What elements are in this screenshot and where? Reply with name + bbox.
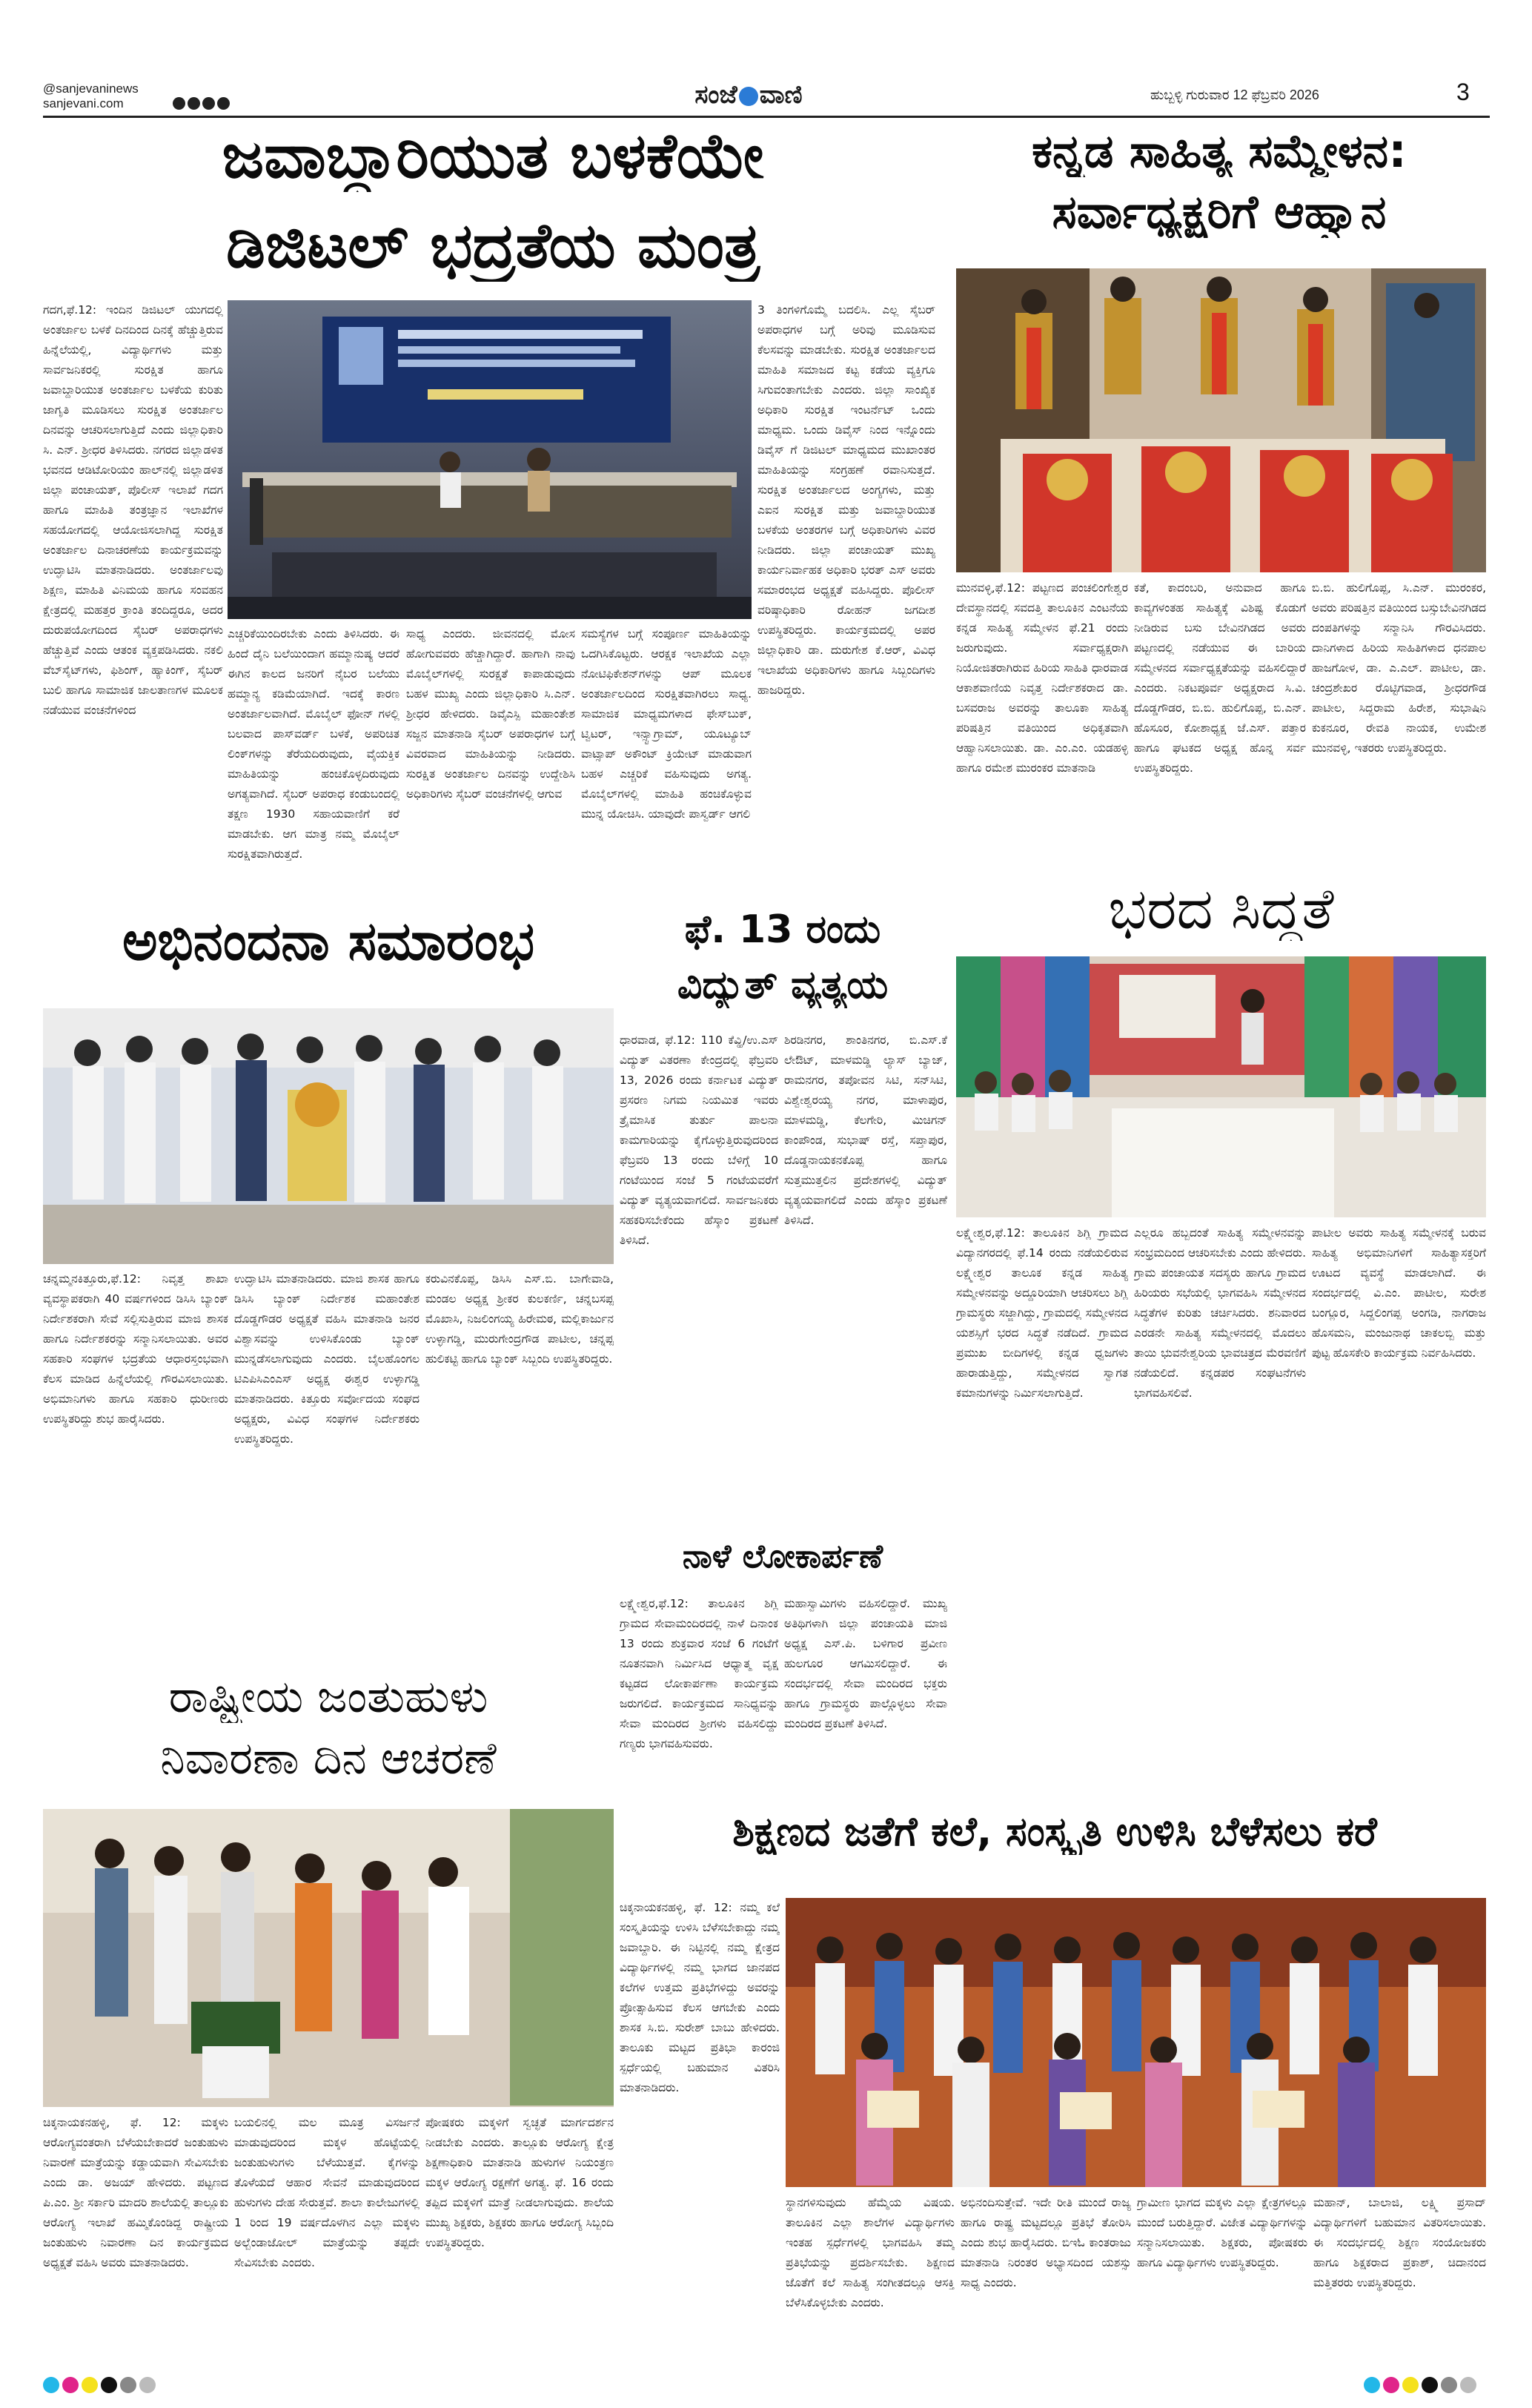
vidyut-col-2: ಶಿರಡಿನಗರ, ಶಾಂತಿನಗರ, ಬಿ.ಎಸ್.ಕೆ ಲೇಔಟ್, ಮಾಳಮಡ್ಡಿ ಲ್ಯಾಸ್ ಬ್ಯಾಜ್, ರಾಮನಗರ, ತಪೋವನ ಸಿಟಿ, ಸನ್‌ಸಿಟಿ, ವಿಶ್ವೇಶ್ವರಯ್ಯ ನಗರ, ಮಾಳಾಪುರ, ಮಾಳಮಡ್ಡಿ, ಕೆಲಗೇರಿ, ಮಿಚಿಗನ್ ಕಾಂಪೌಂಡ, ಸುಭಾಷ್ ರಸ್ತೆ, ಸಪ್ತಾಪುರ, ದೊಡ್ಡನಾಯಕನಕೊಪ್ಪ ಹಾಗೂ ಸುತ್ತಮುತ್ತಲಿನ ಪ್ರದೇಶಗಳಲ್ಲಿ ವಿದ್ಯುತ್ ವ್ಯತ್ಯಯವಾಗಲಿದೆ ಎಂದು ಹೆಸ್ಕಾಂ ಪ್ರಕಟಣೆ ತಿಳಿಸಿದೆ. <box>784 1033 947 1227</box>
shikshana-col-2: ಸ್ಥಾನಗಳಿಸುವುದು ಹೆಮ್ಮೆಯ ವಿಷಯ. ತಾಲೂಕಿನ ಎಲ್ಲಾ ಶಾಲೆಗಳ ವಿದ್ಯಾರ್ಥಿಗಳು ಇಂತಹ ಸ್ಪರ್ಧೆಗಳಲ್ಲಿ ಭಾಗವಹಿಸಿ ತಮ್ಮ ಪ್ರತಿಭೆಯನ್ನು ಪ್ರದರ್ಶಿಸಬೇಕು. ಶಿಕ್ಷಣದ ಜೊತೆಗೆ ಕಲೆ ಸಾಹಿತ್ಯ ಸಂಗೀತದಲ್ಲೂ ಆಸಕ್ತಿ ಬೆಳೆಸಿಕೊಳ್ಳಬೇಕು ಎಂದರು. <box>786 2196 955 2309</box>
black-swatch <box>101 2377 117 2393</box>
yellow-swatch <box>1402 2377 1419 2393</box>
sahitya-col-3: ಬಿ.ಬಿ. ಹುಲಿಗೊಪ್ಪ, ಸಿ.ಎನ್. ಮುರಂಕರ, ಅವರು ಪರಿಷತ್ತಿನ ವತಿಯಿಂದ ಬಸ್ಸುಬೇವಿನಗಿಡದ ದಂಪತಿಗಳನ್ನು ಸನ್ಮಾನಿಸಿ ಗೌರವಿಸಿದರು. ದಾನಿಗಳಾದ ಹಿರಿಯ ಸಾಹಿತಿಗಳಾದ ಧನಪಾಲ ಹಾಜಗೋಳ, ಡಾ. ಎ.ಎಲ್. ಪಾಟೀಲ, ಡಾ. ಚಂದ್ರಶೇಖರ ರೊಟ್ಟಿಗವಾಡ, ಶ್ರೀಧರಗೌಡ ಪಾಟೀಲ, ಸಿದ್ದರಾಮ ಹಿರೇಶ, ಸುಭಾಷಿನಿ ಕುಕನೂರ, ರೇವತಿ ನಾಯಕ, ಉಮೇಶ ಮುನವಳ್ಳಿ, ಇತರರು ಉಪಸ್ಥಿತರಿದ್ದರು. <box>1312 581 1486 755</box>
lokarpane-col-1: ಲಕ್ಷ್ಮೇಶ್ವರ,ಫೆ.12: ತಾಲೂಕಿನ ಶಿಗ್ಲಿ ಗ್ರಾಮದ ಸೇವಾಮಂದಿರದಲ್ಲಿ ನಾಳೆ ದಿನಾಂಕ 13 ರಂದು ಶುಕ್ರವಾರ ಸಂಜೆ 6 ಗಂಟೆಗೆ ನೂತನವಾಗಿ ನಿರ್ಮಿಸಿದ ಆಧ್ಯಾತ್ಮ ವೃಕ್ಷ ಕಟ್ಟಡದ ಲೋಕಾರ್ಪಣಾ ಕಾರ್ಯಕ್ರಮ ಜರುಗಲಿದೆ. ಕಾರ್ಯಕ್ರಮದ ಸಾನಿಧ್ಯವನ್ನು ಸೇವಾ ಮಂದಿರದ ಶ್ರೀಗಳು ವಹಿಸಲಿದ್ದು ಗಣ್ಯರು ಭಾಗವಹಿಸುವರು. <box>620 1597 778 1750</box>
jantuhulu-col-3: ಪೋಷಕರು ಮಕ್ಕಳಿಗೆ ಸ್ವಚ್ಛತೆ ಮಾರ್ಗದರ್ಶನ ನೀಡಬೇಕು ಎಂದರು. ತಾಲ್ಲೂಕು ಆರೋಗ್ಯ ಕ್ಷೇತ್ರ ಶಿಕ್ಷಣಾಧಿಕಾರಿ ಮಾತನಾಡಿ ಹುಳುಗಳ ನಿಯಂತ್ರಣ ಮಕ್ಕಳ ಆರೋಗ್ಯ ರಕ್ಷಣೆಗೆ ಅಗತ್ಯ. ಫೆ. 16 ರಂದು ತಪ್ಪಿದ ಮಕ್ಕಳಿಗೆ ಮಾತ್ರೆ ನೀಡಲಾಗುವುದು. ಶಾಲೆಯ ಮುಖ್ಯ ಶಿಕ್ಷಕರು, ಶಿಕ್ಷಕರು ಹಾಗೂ ಆರೋಗ್ಯ ಸಿಬ್ಬಂದಿ ಉಪಸ್ಥಿತರಿದ್ದರು. <box>425 2116 614 2249</box>
shikshana-col-3: ಅಭಿನಂದಿಸುತ್ತೇವೆ. ಇದೇ ರೀತಿ ಮುಂದೆ ರಾಜ್ಯ ಹಾಗೂ ರಾಷ್ಟ್ರ ಮಟ್ಟದಲ್ಲೂ ಪ್ರತಿಭೆ ತೋರಿಸಿ ಎಂದು ಶುಭ ಹಾರೈಸಿದರು. ಬಿಇಓ ಕಾಂತರಾಜು ಮಾತನಾಡಿ ನಿರಂತರ ಅಭ್ಯಾಸದಿಂದ ಯಶಸ್ಸು ಸಾಧ್ಯ ಎಂದರು. <box>961 2196 1131 2289</box>
youtube-icon[interactable] <box>217 97 230 110</box>
digital-col-2: ಎಚ್ಚರಿಕೆಯಿಂದಿರಬೇಕು ಎಂದು ತಿಳಿಸಿದರು. ಈ ಹಿಂದೆ ದೈನಿ ಬಲೆಯಿಂದಾಗ ಹಮ್ಮಾನುಷ್ಯ ಆದರೆ ಈಗಿನ ಕಾಲದ ಜನರಿಗೆ ನೈಬರ ಬಲೆಯು ಹಮ್ಮಾನ್ಯ ಕಡಿಮೆಯಾಗಿದೆ. ಇದಕ್ಕೆ ಕಾರಣ ಅಂತರ್ಜಾಲವಾಗಿದೆ. ಮೊಬೈಲ್ ಫೋನ್ ಗಳಲ್ಲಿ ಬಲವಾದ ಪಾಸ್‌ವರ್ಡ್ ಬಳಕೆ, ಅಪರಿಚಿತ ಲಿಂಕ್‌ಗಳನ್ನು ತೆರೆಯದಿರುವುದು, ವೈಯಕ್ತಿಕ ಮಾಹಿತಿಯನ್ನು ಹಂಚಿಕೊಳ್ಳದಿರುವುದು ಅಗತ್ಯವಾಗಿದೆ. ಸೈಬರ್ ಅಪರಾಧ ಕಂಡುಬಂದಲ್ಲಿ ತಕ್ಷಣ 1930 ಸಹಾಯವಾಣಿಗೆ ಕರೆ ಮಾಡಬೇಕು. ಆಗ ಮಾತ್ರ ನಮ್ಮ ಮೊಬೈಲ್ ಸುರಕ್ಷಿತವಾಗಿರುತ್ತದೆ. <box>228 627 399 861</box>
digital-col-5: 3 ತಿಂಗಳಿಗೊಮ್ಮೆ ಬದಲಿಸಿ. ಎಲ್ಲ ಸೈಬರ್ ಅಪರಾಧಗಳ ಬಗ್ಗೆ ಅರಿವು ಮೂಡಿಸುವ ಕೆಲಸವನ್ನು ಮಾಡಬೇಕು. ಸುರಕ್ಷಿತ ಅಂತರ್ಜಾಲದ ಮಾಹಿತಿ ಸಮಾಜದ ಕಟ್ಟ ಕಡೆಯ ವ್ಯಕ್ತಿಗೂ ಸಿಗುವಂತಾಗಬೇಕು ಎಂದರು. ಜಿಲ್ಲಾ ಸಾಂಖ್ಯಿಕ ಅಧಿಕಾರಿ ಸುರಕ್ಷಿತ ಇಂಟರ್ನೆಟ್ ಒಂದು ಮಾಧ್ಯಮ. ಒಂದು ಡಿವೈಸ್ ನಿಂದ ಇನ್ನೊಂದು ಡಿವೈಸ್ ಗೆ ಡಿಜಿಟಲ್ ಮಾಧ್ಯಮದ ಮುಖಾಂತರ ಮಾಹಿತಿಯನ್ನು ಸಂಗ್ರಹಣೆ ರವಾನಿಸುತ್ತದೆ. ಸುರಕ್ಷಿತ ಅಂತರ್ಜಾಲದ ಅಂಗ್ಯಗಳು, ಮತ್ತು ಎಐನ ಸುರಕ್ಷಿತ ಮತ್ತು ಜವಾಬ್ದಾರಿಯುತ ಬಳಕೆಯ ಅಂತರಗಳ ಬಗ್ಗೆ ಅಧಿಕಾರಿಗಳು ವಿವರ ನೀಡಿದರು. ಜಿಲ್ಲಾ ಪಂಚಾಯತ್ ಮುಖ್ಯ ಕಾರ್ಯನಿರ್ವಾಹಕ ಅಧಿಕಾರಿ ಭರತ್ ಎಸ್ ಅವರು ಸಮಾರಂಭದ ಅಧ್ಯಕ್ಷತೆ ವಹಿಸಿದ್ದರು. ಪೊಲೀಸ್ ವರಿಷ್ಠಾಧಿಕಾರಿ ರೋಹನ್ ಜಗದೀಶ ಉಪಸ್ಥಿತರಿದ್ದರು. ಕಾರ್ಯಕ್ರಮದಲ್ಲಿ ಅಪರ ಜಿಲ್ಲಾಧಿಕಾರಿ ಡಾ. ದುರುಗೇಶ ಕೆ.ಆರ್, ವಿವಿಧ ಇಲಾಖೆಯ ಅಧಿಕಾರಿಗಳು ಹಾಗೂ ಸಿಬ್ಬಂದಿಗಳು ಹಾಜರಿದ್ದರು. <box>757 303 935 697</box>
magenta-swatch <box>1383 2377 1399 2393</box>
facebook-icon[interactable] <box>173 97 185 110</box>
abhinandana-headline: ಅಭಿನಂದನಾ ಸಮಾರಂಭ <box>122 910 535 972</box>
twitter-icon[interactable] <box>188 97 200 110</box>
digital-col-3: ಸಾಧ್ಯ ಎಂದರು. ಜೀವನದಲ್ಲಿ ಮೋಸ ಹೋಗುವವರು ಹೆಚ್ಚಾಗಿದ್ದಾರೆ. ಹಾಗಾಗಿ ನಾವು ಮೊಬೈಲ್‌ಗಳಲ್ಲಿ ಸುರಕ್ಷತೆ ಕಾಪಾಡುವುದು ಬಹಳ ಮುಖ್ಯ ಎಂದು ಜಿಲ್ಲಾಧಿಕಾರಿ ಸಿ.ಎನ್. ಶ್ರೀಧರ ಹೇಳಿದರು. ಡಿವೈಎಸ್ಪಿ ಮಹಾಂತೇಶ ಸಜ್ಜನ ಮಾತನಾಡಿ ಸೈಬರ್ ಅಪರಾಧಗಳ ಬಗ್ಗೆ ವಿವರವಾದ ಮಾಹಿತಿಯನ್ನು ನೀಡಿದರು. ಸುರಕ್ಷಿತ ಅಂತರ್ಜಾಲ ದಿನವನ್ನು ಉದ್ದೇಶಿಸಿ ಅಧಿಕಾರಿಗಳು ಸೈಬರ್ ವಂಚನೆಗಳಲ್ಲಿ ಆಗುವ <box>406 627 575 801</box>
abhinandana-col-3: ಕರುವಿನಕೊಪ್ಪ, ಡಿಸಿಸಿ ಎಸ್.ಬಿ. ಬಾಗೇವಾಡಿ, ಮಂಡಲ ಅಧ್ಯಕ್ಷ ಶ್ರೀಕರ ಕುಲಕರ್ಣಿ, ಚನ್ನಬಸಪ್ಪ ಮೊಖಾಸಿ, ನಿಜಲಿಂಗಯ್ಯ ಹಿರೇಮಠ, ಮಲ್ಲಿಕಾರ್ಜುನ ಉಳ್ಳಾಗಡ್ಡಿ, ಮುರುಗೇಂದ್ರಗೌಡ ಪಾಟೀಲ, ಚನ್ನಪ್ಪ ಹುಲಿಕಟ್ಟಿ ಹಾಗೂ ಬ್ಯಾಂಕ್ ಸಿಬ್ಬಂದಿ ಉಪಸ್ಥಿತರಿದ್ದರು. <box>425 1272 614 1366</box>
lokarpane-headline: ನಾಳೆ ಲೋಕಾರ್ಪಣೆ <box>682 1538 883 1575</box>
bharada-col-2: ಎಲ್ಲರೂ ಹಬ್ಬದಂತೆ ಸಾಹಿತ್ಯ ಸಮ್ಮೇಳನವನ್ನು ಸಂಭ್ರಮದಿಂದ ಆಚರಿಸಬೇಕು ಎಂದು ಹೇಳಿದರು. ಗ್ರಾಮ ಪಂಚಾಯತ ಸದಸ್ಯರು ಹಾಗೂ ಗ್ರಾಮದ ಹಿರಿಯರು ಸಭೆಯಲ್ಲಿ ಭಾಗವಹಿಸಿ ಸಮ್ಮೇಳನದ ಸಿದ್ಧತೆಗಳ ಕುರಿತು ಚರ್ಚಿಸಿದರು. ಶನಿವಾರದ ಎರಡನೇ ಸಾಹಿತ್ಯ ಸಮ್ಮೇಳನದಲ್ಲಿ ಮೊದಲು ತಾಯಿ ಭುವನೇಶ್ವರಿಯ ಭಾವಚಿತ್ರದ ಮೆರವಣಿಗೆ ನಡೆಯಲಿದೆ. ಕನ್ನಡಪರ ಸಂಘಟನೆಗಳು ಭಾಗವಹಿಸಲಿವೆ. <box>1134 1226 1306 1400</box>
masthead-left: ಸಂಜೆ <box>694 80 737 110</box>
registration-marks-right <box>1364 2377 1479 2396</box>
yellow-swatch <box>82 2377 98 2393</box>
registration-marks-left <box>43 2377 159 2396</box>
header-rule <box>43 116 1490 118</box>
website-url[interactable]: sanjevani.com <box>43 96 124 110</box>
digital-headline-1: ಜವಾಬ್ದಾರಿಯುತ ಬಳಕೆಯೇ <box>222 120 764 192</box>
deworming-event-illustration <box>43 1809 614 2107</box>
grey-swatch <box>139 2377 156 2393</box>
cyan-swatch <box>43 2377 59 2393</box>
shikshana-headline: ಶಿಕ್ಷಣದ ಜತೆಗೆ ಕಲೆ, ಸಂಸ್ಕೃತಿ ಉಳಿಸಿ ಬೆಳೆಸಲು ಕರೆ <box>732 1809 1377 1855</box>
shikshana-col-1: ಚಿಕ್ಕನಾಯಕನಹಳ್ಳಿ, ಫೆ. 12: ನಮ್ಮ ಕಲೆ ಸಂಸ್ಕೃತಿಯನ್ನು ಉಳಿಸಿ ಬೆಳೆಸಬೇಕಾದ್ದು ನಮ್ಮ ಜವಾಬ್ದಾರಿ. ಈ ನಿಟ್ಟಿನಲ್ಲಿ ನಮ್ಮ ಕ್ಷೇತ್ರದ ವಿದ್ಯಾರ್ಥಿಗಳಲ್ಲಿ ನಮ್ಮ ಭಾಗದ ಜಾನಪದ ಕಲೆಗಳ ಉತ್ತಮ ಪ್ರತಿಭೆಗಳಿದ್ದು ಅವರನ್ನು ಪ್ರೋತ್ಸಾಹಿಸುವ ಕೆಲಸ ಆಗಬೇಕು ಎಂದು ಶಾಸಕ ಸಿ.ಬಿ. ಸುರೇಶ್ ಬಾಬು ಹೇಳಿದರು. ತಾಲೂಕು ಮಟ್ಟದ ಪ್ರತಿಭಾ ಕಾರಂಜಿ ಸ್ಪರ್ಧೆಯಲ್ಲಿ ಬಹುಮಾನ ವಿತರಿಸಿ ಮಾತನಾಡಿದರು. <box>620 1901 780 2094</box>
sahitya-headline-2: ಸರ್ವಾಧ್ಯಕ್ಷರಿಗೆ ಆಹ್ವಾನ <box>1052 185 1387 239</box>
bharada-headline: ಭರದ ಸಿದ್ಧತೆ <box>1108 876 1334 942</box>
abhinandana-col-2: ಉದ್ಘಾಟಿಸಿ ಮಾತನಾಡಿದರು. ಮಾಜಿ ಶಾಸಕ ಹಾಗೂ ಡಿಸಿಸಿ ಬ್ಯಾಂಕ್ ನಿರ್ದೇಶಕ ಮಹಾಂತೇಶ ದೊಡ್ಡಗೌಡರ ಅಧ್ಯಕ್ಷತೆ ವಹಿಸಿ ಮಾತನಾಡಿ ಜನರ ವಿಶ್ವಾಸವನ್ನು ಉಳಿಸಿಕೊಂಡು ಬ್ಯಾಂಕ್ ಮುನ್ನಡೆಸಲಾಗುವುದು ಎಂದರು. ಬೈಲಹೊಂಗಲ ಟಿಎಪಿಸಿಎಂಎಸ್ ಅಧ್ಯಕ್ಷ ಈಶ್ವರ ಉಳ್ಳಾಗಡ್ಡಿ ಮಾತನಾಡಿದರು. ಕಿತ್ತೂರು ಸರ್ವೋದಯ ಸಂಘದ ಅಧ್ಯಕ್ಷರು, ವಿವಿಧ ಸಂಘಗಳ ನಿರ್ದೇಶಕರು ಉಪಸ್ಥಿತರಿದ್ದರು. <box>234 1272 420 1446</box>
twitter-handle: @sanjevaninews <box>43 82 139 96</box>
shikshana-col-4: ಗ್ರಾಮೀಣ ಭಾಗದ ಮಕ್ಕಳು ಎಲ್ಲಾ ಕ್ಷೇತ್ರಗಳಲ್ಲೂ ಮುಂದೆ ಬರುತ್ತಿದ್ದಾರೆ. ವಿಜೇತ ವಿದ್ಯಾರ್ಥಿಗಳನ್ನು ಸನ್ಮಾನಿಸಲಾಯಿತು. ಶಿಕ್ಷಕರು, ಪೋಷಕರು ಹಾಗೂ ವಿದ್ಯಾರ್ಥಿಗಳು ಉಪಸ್ಥಿತರಿದ್ದರು. <box>1137 2196 1307 2269</box>
jantuhulu-headline-1: ರಾಷ್ಟ್ರೀಯ ಜಂತುಹುಳು <box>168 1672 488 1723</box>
jantuhulu-photo <box>43 1809 614 2107</box>
magenta-swatch <box>62 2377 79 2393</box>
digital-col-4: ಸಮಸ್ಯೆಗಳ ಬಗ್ಗೆ ಸಂಪೂರ್ಣ ಮಾಹಿತಿಯನ್ನು ಒದಗಿಸಿಕೊಟ್ಟರು. ಆರಕ್ಷಕ ಇಲಾಖೆಯ ಎಲ್ಲಾ ನೋಟಿಫಿಕೇಶನ್‌ಗಳನ್ನು ಆಪ್ ಮೂಲಕ ಅಂತರ್ಜಾಲದಿಂದ ಸುರಕ್ಷಿತವಾಗಿರಲು ಸಾಧ್ಯ. ಸಾಮಾಜಿಕ ಮಾಧ್ಯಮಗಳಾದ ಫೇಸ್‌ಬುಕ್, ಟ್ವಿಟರ್, ಇನ್ಸ್ಟಾಗ್ರಾಮ್, ಯೂಟ್ಯೂಬ್ ವಾಟ್ಸಾಪ್ ಅಕೌಂಟ್ ಕ್ರಿಯೇಟ್ ಮಾಡುವಾಗ ಬಹಳ ಎಚ್ಚರಿಕೆ ವಹಿಸುವುದು ಅಗತ್ಯ. ಮೊಬೈಲ್‌ಗಳಲ್ಲಿ ಮಾಹಿತಿ ಹಂಚಿಕೊಳ್ಳುವ ಮುನ್ನ ಯೋಚಿಸಿ. ಯಾವುದೇ ಪಾಸ್ವರ್ಡ್ ಆಗಲಿ <box>581 627 752 821</box>
sahitya-col-2: ಕತೆ, ಕಾದಂಬರಿ, ಅನುವಾದ ಹಾಗೂ ಕಾವ್ಯಗಳಂತಹ ಸಾಹಿತ್ಯಕ್ಕೆ ವಿಶಿಷ್ಟ ಕೊಡುಗೆ ನೀಡಿರುವ ಬಸು ಬೇವಿನಗಿಡದ ಅವರು ಪಟ್ಟಣದಲ್ಲಿ ನಡೆಯುವ ಈ ಬಾರಿಯ ಸಮ್ಮೇಳನದ ಸರ್ವಾಧ್ಯಕ್ಷತೆಯನ್ನು ವಹಿಸಲಿದ್ದಾರೆ ಎಂದರು. ನಿಕಟಪೂರ್ವ ಅಧ್ಯಕ್ಷರಾದ ಸಿ.ವಿ. ದೊಡ್ಡಗೌಡರ, ಬಿ.ಬಿ. ಹುಲಿಗೊಪ್ಪ, ಬಿ.ಎನ್. ಹೊಸೂರ, ಕೋಶಾಧ್ಯಕ್ಷ ಜೆ.ಎಸ್. ಪತ್ತಾರ ಹಾಗೂ ಘಟಕದ ಅಧ್ಯಕ್ಷ ಹೊನ್ನ ಸರ್ವ ಉಪಸ್ಥಿತರಿದ್ದರು. <box>1134 581 1306 775</box>
bharada-col-3: ಪಾಟೀಲ ಅವರು ಸಾಹಿತ್ಯ ಸಮ್ಮೇಳನಕ್ಕೆ ಬರುವ ಸಾಹಿತ್ಯ ಅಭಿಮಾನಿಗಳಿಗೆ ಸಾಹಿತ್ಯಾಸಕ್ತರಿಗೆ ಊಟದ ವ್ಯವಸ್ಥೆ ಮಾಡಲಾಗಿದೆ. ಈ ಸಂದರ್ಭದಲ್ಲಿ ವಿ.ಎಂ. ಪಾಟೀಲ, ಸುರೇಶ ಬಂಗ್ಲೂರ, ಸಿದ್ದಲಿಂಗಪ್ಪ ಅಂಗಡಿ, ನಾಗರಾಜ ಹೊಸಮನಿ, ಮಂಜುನಾಥ ಚಾಕಲಬ್ಬಿ ಮತ್ತು ಪುಟ್ಟ ಹೊಸಕೇರಿ ಕಾರ್ಯಕ್ರಮ ನಿರ್ವಹಿಸಿದರು. <box>1312 1226 1486 1360</box>
sahitya-photo <box>956 268 1486 572</box>
bharada-col-1: ಲಕ್ಷ್ಮೇಶ್ವರ,ಫೆ.12: ತಾಲೂಕಿನ ಶಿಗ್ಲಿ ಗ್ರಾಮದ ವಿದ್ಯಾನಗರದಲ್ಲಿ ಫೆ.14 ರಂದು ನಡೆಯಲಿರುವ ಲಕ್ಷ್ಮೇಶ್ವರ ತಾಲೂಕ ಕನ್ನಡ ಸಾಹಿತ್ಯ ಸಮ್ಮೇಳನವನ್ನು ಅದ್ದೂರಿಯಾಗಿ ಆಚರಿಸಲು ಶಿಗ್ಲಿ ಗ್ರಾಮಸ್ಥರು ಸಜ್ಜಾಗಿದ್ದು, ಗ್ರಾಮದಲ್ಲಿ ಸಮ್ಮೇಳನದ ಯಶಸ್ಸಿಗೆ ಭರದ ಸಿದ್ಧತೆ ನಡೆದಿದೆ. ಗ್ರಾಮದ ಪ್ರಮುಖ ಬೀದಿಗಳಲ್ಲಿ ಕನ್ನಡ ಧ್ವಜಗಳು ಹಾರಾಡುತ್ತಿದ್ದು, ಸಮ್ಮೇಳನದ ಸ್ವಾಗತ ಕಮಾನುಗಳನ್ನು ನಿರ್ಮಿಸಲಾಗುತ್ತಿದೆ. <box>956 1226 1128 1400</box>
vidyut-col-1: ಧಾರವಾಡ, ಫೆ.12: 110 ಕೆವ್ಹಿ/ಉ.ಎಸ್ ವಿದ್ಯುತ್ ವಿತರಣಾ ಕೇಂದ್ರದಲ್ಲಿ ಫೆಬ್ರವರಿ 13, 2026 ರಂದು ಕರ್ನಾಟಕ ವಿದ್ಯುತ್ ಪ್ರಸರಣ ನಿಗಮ ನಿಯಮಿತ ಇವರು ತ್ರೈಮಾಸಿಕ ತುರ್ತು ಪಾಲನಾ ಕಾಮಗಾರಿಯನ್ನು ಕೈಗೊಳ್ಳುತ್ತಿರುವುದರಿಂದ ಫೆಬ್ರವರಿ 13 ರಂದು ಬೆಳಿಗ್ಗೆ 10 ಗಂಟೆಯಿಂದ ಸಂಜೆ 5 ಗಂಟೆಯವರೆಗೆ ವಿದ್ಯುತ್ ವ್ಯತ್ಯಯವಾಗಲಿದೆ. ಸಾರ್ವಜನಿಕರು ಸಹಕರಿಸಬೇಕೆಂದು ಹೆಸ್ಕಾಂ ಪ್ರಕಟಣೆ ತಿಳಿಸಿದೆ. <box>620 1033 778 1247</box>
vidyut-headline-1: ಫೆ. 13 ರಂದು <box>684 908 881 952</box>
felicitation-stage-illustration <box>43 1008 614 1264</box>
black-swatch <box>1422 2377 1438 2393</box>
prize-distribution-illustration <box>786 1898 1486 2187</box>
masthead <box>586 80 912 110</box>
bharada-photo <box>956 956 1486 1217</box>
masthead-right: ವಾಣಿ <box>759 80 803 110</box>
cyan-swatch <box>1364 2377 1380 2393</box>
sahitya-col-1: ಮುನವಳ್ಳಿ,ಫೆ.12: ಪಟ್ಟಣದ ಪಂಚಲಿಂಗೇಶ್ವರ ದೇವಸ್ಥಾನದಲ್ಲಿ ಸವದತ್ತಿ ತಾಲೂಕಿನ ಎಂಟನೆಯ ಕನ್ನಡ ಸಾಹಿತ್ಯ ಸಮ್ಮೇಳನ ಫೆ.21 ರಂದು ಜರುಗುವುದು. ಸರ್ವಾಧ್ಯಕ್ಷರಾಗಿ ನಿಯೋಜಿತರಾಗಿರುವ ಹಿರಿಯ ಸಾಹಿತಿ ಧಾರವಾಡ ಆಕಾಶವಾಣಿಯ ನಿವೃತ್ತ ನಿರ್ದೇಶಕರಾದ ಡಾ. ಬಸವರಾಜ ಅವರನ್ನು ತಾಲೂಕಾ ಸಾಹಿತ್ಯ ಪರಿಷತ್ತಿನ ವತಿಯಿಂದ ಅಧಿಕೃತವಾಗಿ ಆಹ್ವಾನಿಸಲಾಯಿತು. ಡಾ. ಎಂ.ಎಂ. ಯಡಹಳ್ಳಿ ಹಾಗೂ ರಮೇಶ ಮುರಂಕರ ಮಾತನಾಡಿ <box>956 581 1128 775</box>
meeting-hall-illustration <box>956 956 1486 1217</box>
lokarpane-col-2: ಮಹಾಸ್ವಾಮಿಗಳು ವಹಿಸಲಿದ್ದಾರೆ. ಮುಖ್ಯ ಅತಿಥಿಗಳಾಗಿ ಜಿಲ್ಲಾ ಪಂಚಾಯತಿ ಮಾಜಿ ಅಧ್ಯಕ್ಷ ಎಸ್.ಪಿ. ಬಳಿಗಾರ ಪ್ರವೀಣ ಹುಲಗೂರ ಆಗಮಿಸಲಿದ್ದಾರೆ. ಈ ಸಂದರ್ಭದಲ್ಲಿ ಸೇವಾ ಮಂದಿರದ ಭಕ್ತರು ಹಾಗೂ ಗ್ರಾಮಸ್ಥರು ಪಾಲ್ಗೊಳ್ಳಲು ಸೇವಾ ಮಂದಿರದ ಪ್ರಕಟಣೆ ತಿಳಿಸಿದೆ. <box>784 1597 947 1730</box>
digital-photo <box>228 300 752 619</box>
digital-col-1: ಗದಗ,ಫೆ.12: ಇಂದಿನ ಡಿಜಿಟಲ್ ಯುಗದಲ್ಲಿ ಅಂತರ್ಜಾಲ ಬಳಕೆ ದಿನದಿಂದ ದಿನಕ್ಕೆ ಹೆಚ್ಚುತ್ತಿರುವ ಹಿನ್ನೆಲೆಯಲ್ಲಿ, ವಿದ್ಯಾರ್ಥಿಗಳು ಮತ್ತು ಸಾರ್ವಜನಿಕರಲ್ಲಿ ಸುರಕ್ಷಿತ ಹಾಗೂ ಜವಾಬ್ದಾರಿಯುತ ಅಂತರ್ಜಾಲ ಬಳಕೆಯ ಕುರಿತು ಜಾಗೃತಿ ಮೂಡಿಸಲು ಸುರಕ್ಷಿತ ಅಂತರ್ಜಾಲ ದಿನವನ್ನು ಆಚರಿಸಲಾಗುತ್ತಿದೆ ಎಂದು ಜಿಲ್ಲಾಧಿಕಾರಿ ಸಿ. ಎನ್. ಶ್ರೀಧರ ತಿಳಿಸಿದರು. ನಗರದ ಜಿಲ್ಲಾಡಳಿತ ಭವನದ ಆಡಿಟೋರಿಯಂ ಹಾಲ್‌ನಲ್ಲಿ ಜಿಲ್ಲಾಡಳಿತ ಜಿಲ್ಲಾ ಪಂಚಾಯತ್, ಪೊಲೀಸ್ ಇಲಾಖೆ ಗದಗ ಹಾಗೂ ಮಾಹಿತಿ ತಂತ್ರಜ್ಞಾನ ಇಲಾಖೆಗಳ ಸಹಯೋಗದಲ್ಲಿ ಆಯೋಜಿಸಲಾಗಿದ್ದ ಸುರಕ್ಷಿತ ಅಂತರ್ಜಾಲ ದಿನಾಚರಣೆಯ ಕಾರ್ಯಕ್ರಮವನ್ನು ಉದ್ಘಾಟಿಸಿ ಮಾತನಾಡಿದರು. ಅಂತರ್ಜಾಲವು ಶಿಕ್ಷಣ, ಮಾಹಿತಿ ವಿನಿಮಯ ಹಾಗೂ ಸಂವಹನ ಕ್ಷೇತ್ರದಲ್ಲಿ ಮಹತ್ತರ ಕ್ರಾಂತಿ ತಂದಿದ್ದರೂ, ಅದರ ದುರುಪಯೋಗದಿಂದ ಸೈಬರ್ ಅಪರಾಧಗಳು ಹೆಚ್ಚುತ್ತಿವೆ ಎಂದು ಆತಂಕ ವ್ಯಕ್ತಪಡಿಸಿದರು. ನಕಲಿ ವೆಬ್‌ಸೈಟ್‌ಗಳು, ಫಿಶಿಂಗ್, ಹ್ಯಾಕಿಂಗ್, ಸೈಬರ್ ಬುಲಿ ಹಾಗೂ ಸಾಮಾಜಿಕ ಜಾಲತಾಣಗಳ ಮೂಲಕ ನಡೆಯುವ ವಂಚನೆಗಳಿಂದ <box>43 303 223 717</box>
grey-swatch <box>1441 2377 1457 2393</box>
grey-swatch <box>120 2377 136 2393</box>
page-number: 3 <box>1456 79 1470 105</box>
digital-headline-2: ಡಿಜಿಟಲ್ ಭದ್ರತೆಯ ಮಂತ್ರ <box>226 210 760 282</box>
grey-swatch <box>1460 2377 1476 2393</box>
jantuhulu-col-2: ಬಯಲಿನಲ್ಲಿ ಮಲ ಮೂತ್ರ ವಿಸರ್ಜನೆ ಮಾಡುವುದರಿಂದ ಮಕ್ಕಳ ಹೊಟ್ಟೆಯಲ್ಲಿ ಜಂತುಹುಳುಗಳು ಬೆಳೆಯುತ್ತವೆ. ಕೈಗಳನ್ನು ತೊಳೆಯದೆ ಆಹಾರ ಸೇವನೆ ಮಾಡುವುದರಿಂದ ಹುಳುಗಳು ದೇಹ ಸೇರುತ್ತವೆ. ಶಾಲಾ ಕಾಲೇಜುಗಳಲ್ಲಿ 1 ರಿಂದ 19 ವರ್ಷದೊಳಗಿನ ಎಲ್ಲಾ ಮಕ್ಕಳು ಅಲ್ಬೆಂಡಾಜೋಲ್ ಮಾತ್ರೆಯನ್ನು ತಪ್ಪದೇ ಸೇವಿಸಬೇಕು ಎಂದರು. <box>234 2116 420 2269</box>
sahitya-headline-1: ಕನ್ನಡ ಸಾಹಿತ್ಯ ಸಮ್ಮೇಳನ: <box>1032 125 1407 178</box>
shikshana-photo <box>786 1898 1486 2187</box>
dateline: ಹುಬ್ಬಳ್ಳಿ ಗುರುವಾರ 12 ಫೆಬ್ರವರಿ 2026 <box>1150 87 1319 102</box>
felicitation-illustration <box>956 268 1486 572</box>
instagram-icon[interactable] <box>202 97 215 110</box>
jantuhulu-col-1: ಚಿಕ್ಕನಾಯಕನಹಳ್ಳಿ, ಫೆ. 12: ಮಕ್ಕಳು ಆರೋಗ್ಯವಂತರಾಗಿ ಬೆಳೆಯಬೇಕಾದರೆ ಜಂತುಹುಳು ನಿವಾರಣೆ ಮಾತ್ರೆಯನ್ನು ಕಡ್ಡಾಯವಾಗಿ ಸೇವಿಸಬೇಕು ಎಂದು ಡಾ. ಅಜಯ್ ಹೇಳಿದರು. ಪಟ್ಟಣದ ಪಿ.ಎಂ. ಶ್ರೀ ಸರ್ಕಾರಿ ಮಾದರಿ ಶಾಲೆಯಲ್ಲಿ ತಾಲ್ಲೂಕು ಆರೋಗ್ಯ ಇಲಾಖೆ ಹಮ್ಮಿಕೊಂಡಿದ್ದ ರಾಷ್ಟ್ರೀಯ ಜಂತುಹುಳು ನಿವಾರಣಾ ದಿನ ಕಾರ್ಯಕ್ರಮದ ಅಧ್ಯಕ್ಷತೆ ವಹಿಸಿ ಅವರು ಮಾತನಾಡಿದರು. <box>43 2116 228 2269</box>
auditorium-illustration <box>228 300 752 619</box>
shikshana-col-5: ಮಹಾನ್, ಬಾಲಾಜಿ, ಲಕ್ಷ್ಮಿ ಪ್ರಸಾದ್ ವಿದ್ಯಾರ್ಥಿಗಳಿಗೆ ಬಹುಮಾನ ವಿತರಿಸಲಾಯಿತು. ಈ ಸಂದರ್ಭದಲ್ಲಿ ಶಿಕ್ಷಣ ಸಂಯೋಜಕರು ಹಾಗೂ ಶಿಕ್ಷಕರಾದ ಪ್ರಕಾಶ್, ಚಿದಾನಂದ ಮತ್ತಿತರರು ಉಪಸ್ಥಿತರಿದ್ದರು. <box>1313 2196 1486 2289</box>
abhinandana-col-1: ಚನ್ನಮ್ಮನಕಿತ್ತೂರು,ಫೆ.12: ನಿವೃತ್ತ ಶಾಖಾ ವ್ಯವಸ್ಥಾಪಕರಾಗಿ 40 ವರ್ಷಗಳಿಂದ ಡಿಸಿಸಿ ಬ್ಯಾಂಕ್ ನಿರ್ದೇಶಕರಾಗಿ ಸೇವೆ ಸಲ್ಲಿಸುತ್ತಿರುವ ಮಾಜಿ ಶಾಸಕ ಹಾಗೂ ನಿರ್ದೇಶಕರನ್ನು ಸನ್ಮಾನಿಸಲಾಯಿತು. ಅವರ ಸಹಕಾರಿ ಸಂಘಗಳ ಭದ್ರತೆಯ ಆಧಾರಸ್ತಂಭವಾಗಿ ಕೆಲಸ ಮಾಡಿದ ಹಿನ್ನೆಲೆಯಲ್ಲಿ ಗೌರವಿಸಲಾಯಿತು. ಅಭಿಮಾನಿಗಳು ಹಾಗೂ ಸಹಕಾರಿ ಧುರೀಣರು ಉಪಸ್ಥಿತರಿದ್ದು ಶುಭ ಹಾರೈಸಿದರು. <box>43 1272 228 1426</box>
globe-icon <box>739 87 758 106</box>
jantuhulu-headline-2: ನಿವಾರಣಾ ದಿನ ಆಚರಣೆ <box>160 1733 497 1784</box>
social-icons <box>173 97 232 113</box>
vidyut-headline-2: ವಿದ್ಯುತ್ ವ್ಯತ್ಯಯ <box>677 964 889 1008</box>
abhinandana-photo <box>43 1008 614 1264</box>
